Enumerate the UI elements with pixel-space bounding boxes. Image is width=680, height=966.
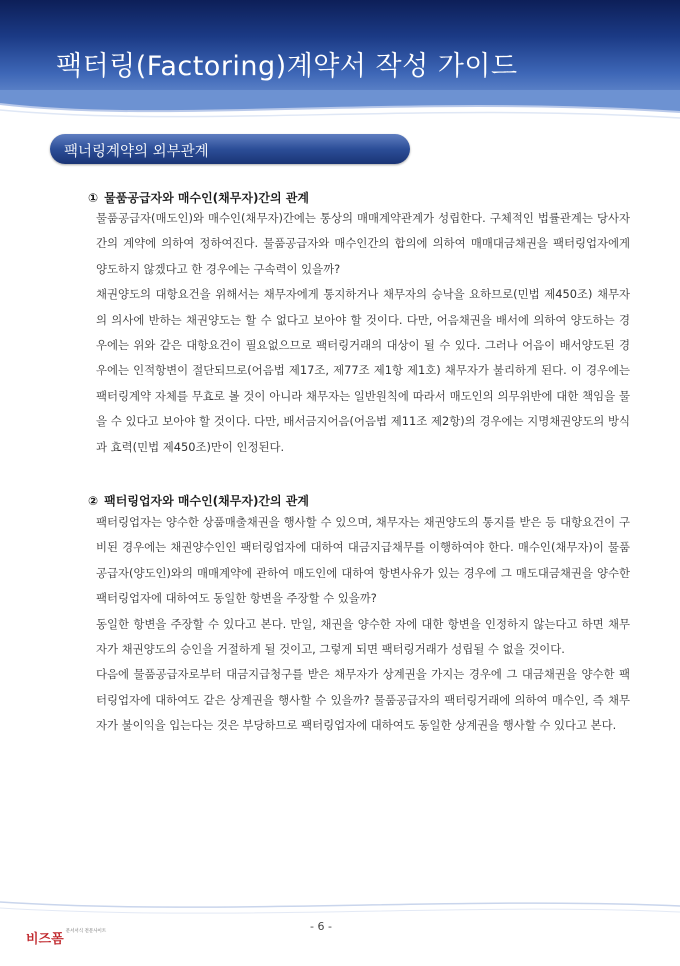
paragraph: 물품공급자(매도인)와 매수인(채무자)간에는 통상의 매매계약관계가 성립한다. 구체적인 법률관계는 당사자간의 계약에 의하여 정하여진다. 물품공급자와 매수인간의 합의에 의하여 매매대금채권을 팩터링업자에게 양도하지 않겠다고 한 경우에는 구속력이 있을까?	[96, 211, 630, 276]
document-title: 팩터링(Factoring)계약서 작성 가이드	[56, 51, 518, 82]
subsection-number-1: ①	[88, 191, 99, 205]
paragraph: 다음에 물품공급자로부터 대금지급청구를 받은 채무자가 상계권을 가지는 경우에 그 대금채권을 양수한 팩터링업자에 대하여도 같은 상계권을 행사할 수 있을까? 물품공급자의 팩터링거래에 의하여 매수인, 즉 채무자가 불이익을 입는다는 것은 부당하므로 팩터링업자에 대하여도 동일한 상계권을 행사할 수 있다고 본다.	[96, 667, 630, 733]
logo-text: 비즈폼	[26, 932, 64, 947]
subsection-heading-text-1: 물품공급자와 매수인(채무자)간의 관계	[104, 191, 309, 205]
subsection-heading-1	[88, 189, 309, 206]
bizforms-logo	[26, 928, 106, 947]
header-banner	[0, 0, 680, 104]
subsection-body-2	[96, 510, 630, 739]
subsection-body-1	[96, 206, 630, 460]
section-title-pill	[50, 134, 410, 164]
paragraph: 채권양도의 대항요건을 위해서는 채무자에게 통지하거나 채무자의 승낙을 요하므로(민법 제450조) 채무자의 의사에 반하는 채권양도는 할 수 없다고 보아야 할 것이다. 다만, 어음채권을 배서에 의하여 양도하는 경우에는 위와 같은 대항요건이 필요없으므로 팩터링거래의 대상이 될 수 있다. 그러나 어음이 배서양도된 경우에는 인적항변이 절단되므로(어음법 제17조, 제77조 제1항 제1호) 채무자가 불리하게 된다. 이 경우에는 팩터링계약 자체를 무효로 볼 것이 아니라 채무자는 일반원칙에 따라서 매도인의 의무위반에 대한 책임을 물을 수 있다고 보아야 할 것이다. 다만, 배서금지어음(어음법 제11조 제2항)의 경우에는 지명채권양도의 방식과 효력(민법 제450조)만이 인정된다.	[96, 287, 630, 454]
subsection-heading-2	[88, 492, 309, 509]
logo-tagline: 문서서식 전문사이트	[65, 929, 107, 934]
paragraph: 팩터링업자는 양수한 상품매출채권을 행사할 수 있으며, 채무자는 채권양도의 통지를 받은 등 대항요건이 구비된 경우에는 채권양수인인 팩터링업자에 대하여 대금지급채무를 이행하여야 한다. 매수인(채무자)이 물품공급자(양도인)와의 매매계약에 관하여 매도인에 대하여 항변사유가 있는 경우에 그 매도대금채권을 양수한 팩터링업자에 대하여도 동일한 항변을 주장할 수 있을까?	[96, 515, 630, 606]
page-number: - 6 -	[310, 920, 332, 933]
subsection-number-2: ②	[88, 494, 99, 508]
header-wave-decoration	[0, 90, 680, 130]
paragraph: 동일한 항변을 주장할 수 있다고 본다. 만일, 채권을 양수한 자에 대한 항변을 인정하지 않는다고 하면 채무자가 채권양도의 승인을 거절하게 될 것이고, 그렇게 되면 팩터링거래가 성립될 수 없을 것이다.	[96, 616, 630, 657]
section-title: 팩너링계약의 외부관계	[64, 144, 209, 160]
subsection-heading-text-2: 팩터링업자와 매수인(채무자)간의 관계	[104, 494, 309, 508]
